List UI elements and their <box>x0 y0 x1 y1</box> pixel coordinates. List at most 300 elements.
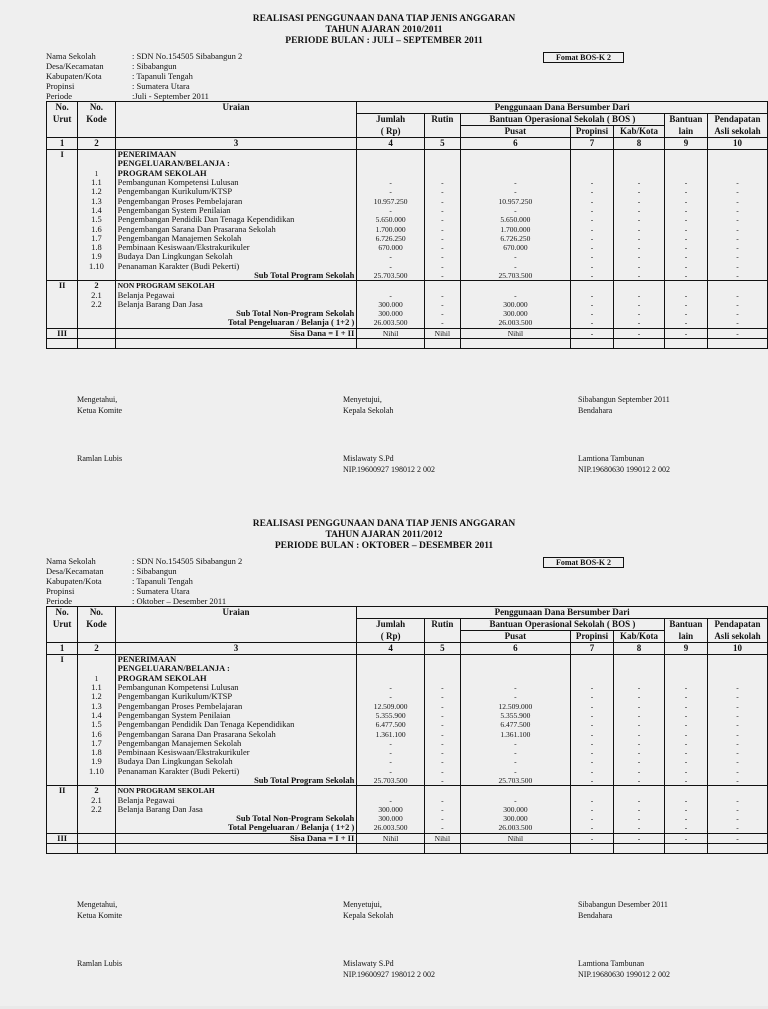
column-number: 4 <box>357 643 425 655</box>
report-section <box>0 519 768 1009</box>
value-cell <box>460 281 570 291</box>
value-cell: - <box>664 814 707 823</box>
row-number <box>47 262 78 271</box>
row-description: NON PROGRAM SEKOLAH <box>115 786 357 796</box>
header-cell: No. <box>47 102 78 114</box>
row-description: Belanja Barang Dan Jasa <box>115 300 357 309</box>
signature-caption: Menyetujui, <box>343 900 382 909</box>
row-description: Belanja Pegawai <box>115 290 357 299</box>
value-cell: 300.000 <box>460 814 570 823</box>
value-cell: - <box>357 748 425 757</box>
value-cell <box>357 150 425 160</box>
row-code: 2 <box>78 786 115 796</box>
value-cell: - <box>424 683 460 692</box>
value-cell: 5.355.900 <box>357 711 425 720</box>
format-label: Fomat BOS-K 2 <box>543 52 624 63</box>
value-cell: 5.650.000 <box>460 215 570 224</box>
header-cell <box>78 126 115 138</box>
value-cell: - <box>707 711 767 720</box>
signatory-nip: NIP.19680630 199012 2 002 <box>578 970 671 979</box>
row-number <box>47 318 78 328</box>
row-number: II <box>47 786 78 796</box>
table-row <box>47 196 768 205</box>
table-row <box>47 328 768 338</box>
value-cell: - <box>570 814 613 823</box>
value-cell: - <box>664 206 707 215</box>
row-description: Pengembangan Kurikulum/KTSP <box>115 692 357 701</box>
row-number <box>47 290 78 299</box>
header-cell: Kode <box>78 619 115 631</box>
value-cell: - <box>707 767 767 776</box>
value-cell: - <box>614 795 665 804</box>
row-description: Sub Total Non-Program Sekolah <box>115 814 357 823</box>
column-number: 7 <box>570 643 613 655</box>
value-cell: 10.957.250 <box>460 196 570 205</box>
value-cell: - <box>664 187 707 196</box>
value-cell: - <box>570 776 613 786</box>
header-cell <box>424 631 460 643</box>
value-cell <box>570 786 613 796</box>
column-number: 10 <box>707 643 767 655</box>
row-number <box>47 720 78 729</box>
table-row <box>47 252 768 261</box>
report-title-line: PERIODE BULAN : JULI – SEPTEMBER 2011 <box>285 36 483 46</box>
value-cell: 26.003.500 <box>357 318 425 328</box>
value-cell: - <box>460 187 570 196</box>
table-row <box>47 234 768 243</box>
signatory-nip: NIP.19600927 198012 2 002 <box>343 465 436 474</box>
info-value: : Sumatera Utara <box>132 586 190 596</box>
table-cell <box>460 338 570 348</box>
table-row <box>47 664 768 673</box>
header-cell: Rutin <box>424 619 460 631</box>
signatory-name: Lamtiona Tambunan <box>578 454 645 463</box>
row-code: 1.3 <box>78 701 115 710</box>
row-number <box>47 309 78 318</box>
value-cell <box>570 664 613 673</box>
value-cell: - <box>570 178 613 187</box>
value-cell: - <box>664 701 707 710</box>
row-number <box>47 748 78 757</box>
value-cell <box>707 281 767 291</box>
value-cell: - <box>664 328 707 338</box>
row-description: Pembinaan Kesiswaan/Ekstrakurikuler <box>115 243 357 252</box>
signature-mid <box>343 394 523 416</box>
report-title-line: TAHUN AJARAN 2011/2012 <box>325 530 443 540</box>
row-number <box>47 683 78 692</box>
value-cell: Nihil <box>357 328 425 338</box>
value-cell <box>570 169 613 178</box>
row-code: 1.10 <box>78 767 115 776</box>
value-cell <box>570 674 613 683</box>
signature-role: Kepala Sekolah <box>343 406 394 415</box>
info-label: Kabupaten/Kota <box>46 576 102 586</box>
table-row <box>47 318 768 328</box>
value-cell: - <box>424 187 460 196</box>
value-cell: - <box>614 701 665 710</box>
table-row <box>47 795 768 804</box>
value-cell: - <box>460 252 570 261</box>
row-number <box>47 169 78 178</box>
value-cell: - <box>614 243 665 252</box>
row-description: Total Pengeluaran / Belanja ( 1+2 ) <box>115 823 357 833</box>
value-cell: 6.477.500 <box>357 720 425 729</box>
value-cell: - <box>357 178 425 187</box>
value-cell <box>614 281 665 291</box>
value-cell <box>707 150 767 160</box>
header-cell: ( Rp) <box>357 631 425 643</box>
header-cell: Uraian <box>115 102 357 114</box>
value-cell <box>424 655 460 665</box>
value-cell: - <box>424 729 460 738</box>
value-cell: - <box>614 767 665 776</box>
value-cell: - <box>707 300 767 309</box>
report-title-line: REALISASI PENGGUNAAN DANA TIAP JENIS ANGGARAN <box>252 519 516 529</box>
row-description: Pembangunan Kompetensi Lulusan <box>115 683 357 692</box>
value-cell: - <box>424 711 460 720</box>
value-cell: - <box>570 701 613 710</box>
table-row <box>47 757 768 766</box>
value-cell <box>664 150 707 160</box>
value-cell: 300.000 <box>460 309 570 318</box>
header-cell: Jumlah <box>357 619 425 631</box>
value-cell: - <box>570 234 613 243</box>
value-cell: - <box>424 795 460 804</box>
value-cell: - <box>707 262 767 271</box>
value-cell: - <box>664 748 707 757</box>
row-description: PROGRAM SEKOLAH <box>115 169 357 178</box>
value-cell <box>357 281 425 291</box>
value-cell <box>614 655 665 665</box>
value-cell <box>424 159 460 168</box>
value-cell: - <box>570 739 613 748</box>
column-number: 3 <box>115 643 357 655</box>
value-cell: - <box>664 243 707 252</box>
row-number <box>47 187 78 196</box>
value-cell: - <box>570 271 613 281</box>
header-cell <box>115 126 357 138</box>
row-number <box>47 300 78 309</box>
table-cell <box>614 338 665 348</box>
value-cell: - <box>357 692 425 701</box>
value-cell: - <box>664 823 707 833</box>
row-code <box>78 833 115 843</box>
row-description: Penanaman Karakter (Budi Pekerti) <box>115 262 357 271</box>
value-cell: - <box>424 701 460 710</box>
value-cell: - <box>614 776 665 786</box>
header-cell: ( Rp) <box>357 126 425 138</box>
value-cell: - <box>614 290 665 299</box>
row-description: NON PROGRAM SEKOLAH <box>115 281 357 291</box>
column-number: 9 <box>664 138 707 150</box>
header-cell: Jumlah <box>357 114 425 126</box>
signature-mid <box>343 899 523 921</box>
table-row <box>47 655 768 665</box>
header-cell: No. <box>78 607 115 619</box>
row-code: 1.4 <box>78 711 115 720</box>
row-code <box>78 664 115 673</box>
row-code: 1.6 <box>78 224 115 233</box>
report-title-line: REALISASI PENGGUNAAN DANA TIAP JENIS ANGGARAN <box>252 14 516 24</box>
value-cell: - <box>664 729 707 738</box>
value-cell: - <box>357 206 425 215</box>
header-cell <box>78 631 115 643</box>
value-cell: - <box>614 823 665 833</box>
header-cell: Bantuan Operasional Sekolah ( BOS ) <box>460 619 664 631</box>
row-code <box>78 150 115 160</box>
row-description: Belanja Barang Dan Jasa <box>115 805 357 814</box>
header-cell <box>47 631 78 643</box>
value-cell <box>570 655 613 665</box>
value-cell: - <box>570 823 613 833</box>
value-cell: - <box>424 300 460 309</box>
value-cell: - <box>424 814 460 823</box>
info-value: : Tapanuli Tengah <box>132 576 193 586</box>
value-cell: - <box>664 234 707 243</box>
value-cell: 26.003.500 <box>460 318 570 328</box>
table-cell <box>424 338 460 348</box>
value-cell: - <box>570 720 613 729</box>
value-cell: - <box>614 252 665 261</box>
row-number <box>47 692 78 701</box>
info-label: Periode <box>46 596 72 606</box>
row-code: 2.2 <box>78 805 115 814</box>
value-cell <box>357 664 425 673</box>
value-cell: - <box>614 262 665 271</box>
value-cell: - <box>614 215 665 224</box>
value-cell: - <box>664 683 707 692</box>
value-cell <box>570 159 613 168</box>
column-number: 6 <box>460 138 570 150</box>
table-cell <box>115 338 357 348</box>
value-cell: - <box>664 767 707 776</box>
value-cell <box>664 664 707 673</box>
row-number: II <box>47 281 78 291</box>
value-cell: - <box>570 767 613 776</box>
column-number: 10 <box>707 138 767 150</box>
header-cell: Kab/Kota <box>614 631 665 643</box>
value-cell: - <box>664 262 707 271</box>
value-cell <box>424 664 460 673</box>
value-cell: - <box>664 757 707 766</box>
row-code <box>78 814 115 823</box>
value-cell: - <box>460 683 570 692</box>
value-cell: - <box>460 262 570 271</box>
value-cell: - <box>424 234 460 243</box>
value-cell: - <box>460 795 570 804</box>
table-row <box>47 692 768 701</box>
value-cell: - <box>357 252 425 261</box>
table-cell <box>78 338 115 348</box>
row-code: 2 <box>78 281 115 291</box>
budget-table <box>46 101 768 349</box>
value-cell: - <box>614 711 665 720</box>
header-cell: Kab/Kota <box>614 126 665 138</box>
table-row <box>47 187 768 196</box>
value-cell: - <box>707 309 767 318</box>
info-label: Nama Sekolah <box>46 556 96 566</box>
value-cell: - <box>664 215 707 224</box>
column-number: 5 <box>424 643 460 655</box>
header-cell: Propinsi <box>570 126 613 138</box>
row-description: Sisa Dana = I + II <box>115 833 357 843</box>
value-cell <box>664 169 707 178</box>
value-cell: 25.703.500 <box>357 776 425 786</box>
value-cell <box>707 655 767 665</box>
row-number <box>47 234 78 243</box>
row-description: Sub Total Program Sekolah <box>115 776 357 786</box>
table-row <box>47 814 768 823</box>
value-cell <box>570 150 613 160</box>
value-cell: - <box>424 252 460 261</box>
value-cell: - <box>614 271 665 281</box>
table-row <box>47 833 768 843</box>
value-cell: - <box>664 178 707 187</box>
report-title-line: TAHUN AJARAN 2010/2011 <box>325 25 443 35</box>
value-cell: - <box>424 757 460 766</box>
value-cell: - <box>460 757 570 766</box>
table-cell <box>424 843 460 853</box>
value-cell: - <box>614 309 665 318</box>
value-cell: - <box>460 178 570 187</box>
table-row <box>47 243 768 252</box>
row-code <box>78 328 115 338</box>
info-label: Propinsi <box>46 81 75 91</box>
row-code: 1.7 <box>78 234 115 243</box>
signature-right <box>578 899 758 921</box>
row-description: Sub Total Program Sekolah <box>115 271 357 281</box>
value-cell: - <box>664 795 707 804</box>
signatory-name: Mislawaty S.Pd <box>343 959 394 968</box>
value-cell: - <box>614 683 665 692</box>
table-row <box>47 309 768 318</box>
table-row <box>47 711 768 720</box>
row-description: PENGELUARAN/BELANJA : <box>115 159 357 168</box>
value-cell: - <box>664 711 707 720</box>
value-cell <box>614 674 665 683</box>
signature-name-block <box>343 958 523 980</box>
value-cell: - <box>424 290 460 299</box>
row-code: 1.3 <box>78 196 115 205</box>
row-description: Pembinaan Kesiswaan/Ekstrakurikuler <box>115 748 357 757</box>
budget-table <box>46 606 768 854</box>
value-cell <box>357 786 425 796</box>
header-cell: Bantuan <box>664 619 707 631</box>
row-number <box>47 674 78 683</box>
signature-role: Ketua Komite <box>77 911 123 920</box>
table-cell <box>47 843 78 853</box>
value-cell: Nihil <box>460 833 570 843</box>
value-cell <box>707 159 767 168</box>
value-cell: - <box>707 814 767 823</box>
signatory-nip: NIP.19600927 198012 2 002 <box>343 970 436 979</box>
value-cell <box>664 674 707 683</box>
value-cell: - <box>460 692 570 701</box>
row-description: Pengembangan Sarana Dan Prasarana Sekolah <box>115 224 357 233</box>
value-cell: - <box>664 318 707 328</box>
table-row <box>47 206 768 215</box>
value-cell <box>460 664 570 673</box>
value-cell: - <box>664 833 707 843</box>
value-cell: - <box>424 318 460 328</box>
table-row <box>47 224 768 233</box>
value-cell: - <box>570 252 613 261</box>
value-cell: - <box>664 224 707 233</box>
value-cell: - <box>707 833 767 843</box>
school-info <box>46 51 242 101</box>
value-cell: - <box>614 748 665 757</box>
value-cell: - <box>570 328 613 338</box>
value-cell: - <box>570 243 613 252</box>
table-row <box>47 271 768 281</box>
row-description: Pengembangan Pendidik Dan Tenaga Kependidikan <box>115 215 357 224</box>
value-cell <box>357 159 425 168</box>
value-cell <box>357 674 425 683</box>
row-description: PENGELUARAN/BELANJA : <box>115 664 357 673</box>
column-number: 5 <box>424 138 460 150</box>
value-cell <box>460 159 570 168</box>
info-value: : SDN No.154505 Sibabangun 2 <box>132 556 243 566</box>
header-cell: Bantuan <box>664 114 707 126</box>
value-cell: - <box>460 748 570 757</box>
signature-role: Bendahara <box>578 406 613 415</box>
value-cell <box>614 786 665 796</box>
value-cell <box>424 786 460 796</box>
row-description: Pengembangan System Penilaian <box>115 206 357 215</box>
value-cell <box>614 159 665 168</box>
value-cell: - <box>424 692 460 701</box>
value-cell: - <box>424 178 460 187</box>
header-cell: Pusat <box>460 126 570 138</box>
table-row <box>47 290 768 299</box>
table-cell <box>115 843 357 853</box>
info-value: :Juli - September 2011 <box>132 91 209 101</box>
table-cell <box>664 843 707 853</box>
value-cell: - <box>570 318 613 328</box>
value-cell: - <box>614 206 665 215</box>
row-code <box>78 271 115 281</box>
value-cell: - <box>707 701 767 710</box>
row-description: Pembangunan Kompetensi Lulusan <box>115 178 357 187</box>
value-cell: 1.361.100 <box>357 729 425 738</box>
value-cell: - <box>424 243 460 252</box>
row-code: 1.7 <box>78 739 115 748</box>
format-label: Fomat BOS-K 2 <box>543 557 624 568</box>
info-value: : Sumatera Utara <box>132 81 190 91</box>
table-cell <box>78 843 115 853</box>
header-cell: Pendapatan <box>707 114 767 126</box>
info-label: Kabupaten/Kota <box>46 71 102 81</box>
value-cell: 12.509.000 <box>460 701 570 710</box>
value-cell: - <box>614 739 665 748</box>
value-cell <box>614 664 665 673</box>
row-code <box>78 159 115 168</box>
signature-name-block <box>343 453 523 475</box>
header-cell: Pusat <box>460 631 570 643</box>
value-cell <box>460 169 570 178</box>
value-cell: - <box>424 805 460 814</box>
row-code: 1.10 <box>78 262 115 271</box>
value-cell: 300.000 <box>357 814 425 823</box>
row-number: III <box>47 833 78 843</box>
row-description: Pengembangan System Penilaian <box>115 711 357 720</box>
header-cell: Propinsi <box>570 631 613 643</box>
value-cell: - <box>707 739 767 748</box>
value-cell: - <box>614 196 665 205</box>
row-number: III <box>47 328 78 338</box>
value-cell: 12.509.000 <box>357 701 425 710</box>
header-cell: Uraian <box>115 607 357 619</box>
